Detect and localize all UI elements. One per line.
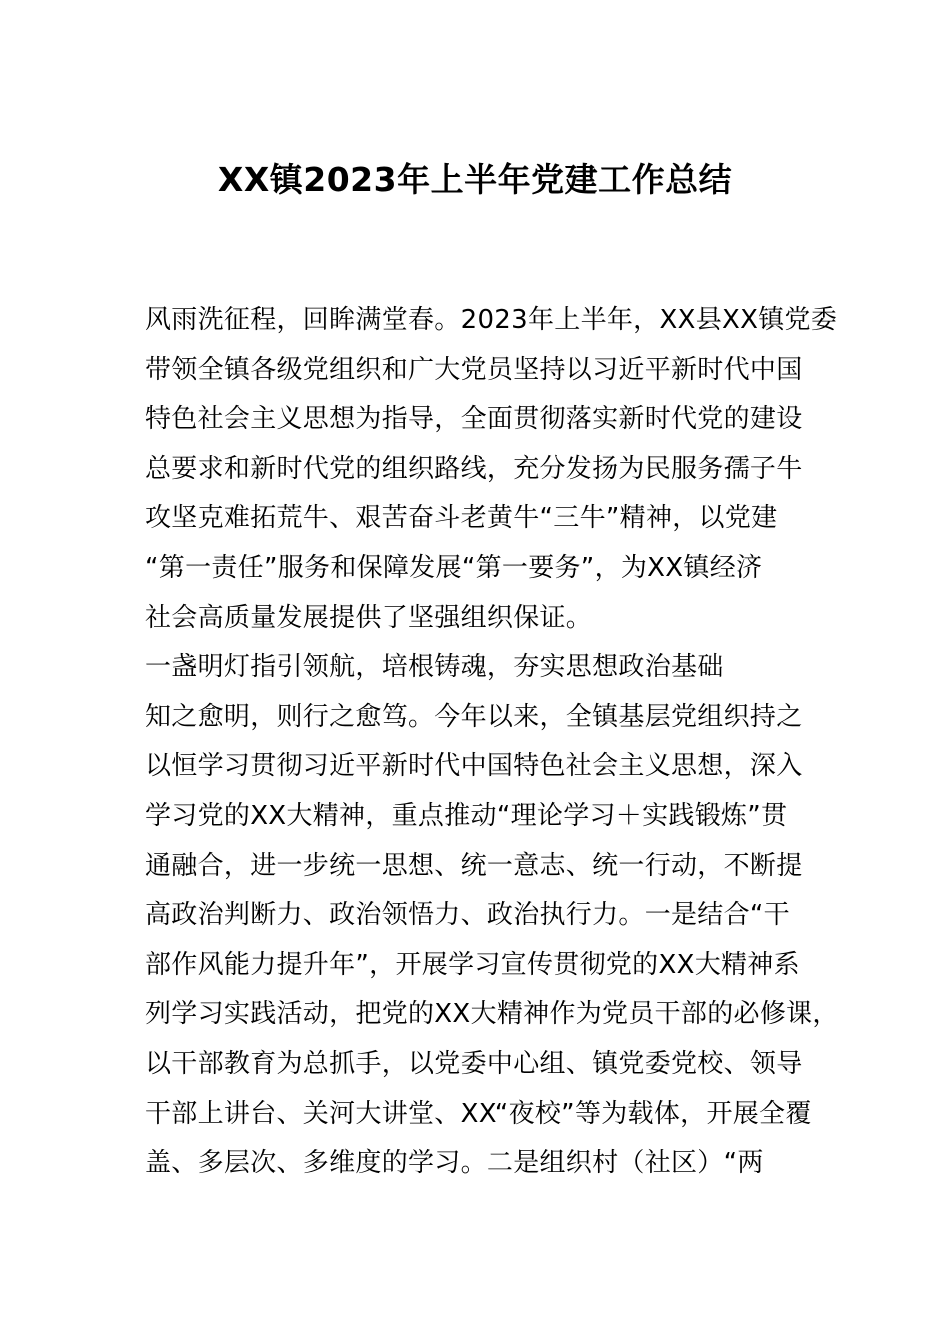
paragraph-line: 干部上讲台、关河大讲堂、XX“夜校”等为载体，开展全覆 — [145, 1098, 812, 1129]
paragraph-line: 攻坚克难拓荒牛、艰苦奋斗老黄牛“三牛”精神，以党建 — [145, 503, 778, 534]
paragraph-line: 高政治判断力、政治领悟力、政治执行力。一是结合“干 — [145, 900, 790, 931]
paragraph-line: 以恒学习贯彻习近平新时代中国特色社会主义思想，深入 — [145, 751, 803, 782]
paragraph-line: 通融合，进一步统一思想、统一意志、统一行动，不断提 — [145, 850, 803, 881]
paragraph-line: 列学习实践活动，把党的XX大精神作为党员干部的必修课， — [145, 999, 839, 1030]
paragraph-line: 学习党的XX大精神，重点推动“理论学习＋实践锻炼”贯 — [145, 800, 788, 831]
paragraph-line: 知之愈明，则行之愈笃。今年以来，全镇基层党组织持之 — [145, 701, 803, 732]
paragraph-line: 总要求和新时代党的组织路线，充分发扬为民服务孺子牛 — [145, 453, 803, 484]
paragraph-line: 盖、多层次、多维度的学习。二是组织村（社区）“两 — [145, 1148, 764, 1179]
paragraph-line: 以干部教育为总抓手，以党委中心组、镇党委党校、领导 — [145, 1048, 803, 1079]
paragraph-line: 社会高质量发展提供了坚强组织保证。 — [145, 602, 593, 633]
paragraph-line: “第一责任”服务和保障发展“第一要务”，为XX镇经济 — [145, 552, 763, 583]
paragraph-line: 带领全镇各级党组织和广大党员坚持以习近平新时代中国 — [145, 354, 803, 385]
paragraph-line: 特色社会主义思想为指导，全面贯彻落实新时代党的建设 — [145, 404, 803, 435]
paragraph-line: 部作风能力提升年”，开展学习宣传贯彻党的XX大精神系 — [145, 949, 800, 980]
section-heading: 一盏明灯指引领航，培根铸魂，夯实思想政治基础 — [145, 652, 724, 683]
document-title: XX镇2023年上半年党建工作总结 — [217, 160, 733, 199]
document-body — [145, 296, 845, 1189]
paragraph-line: 风雨洗征程，回眸满堂春。2023年上半年，XX县XX镇党委 — [145, 305, 838, 335]
